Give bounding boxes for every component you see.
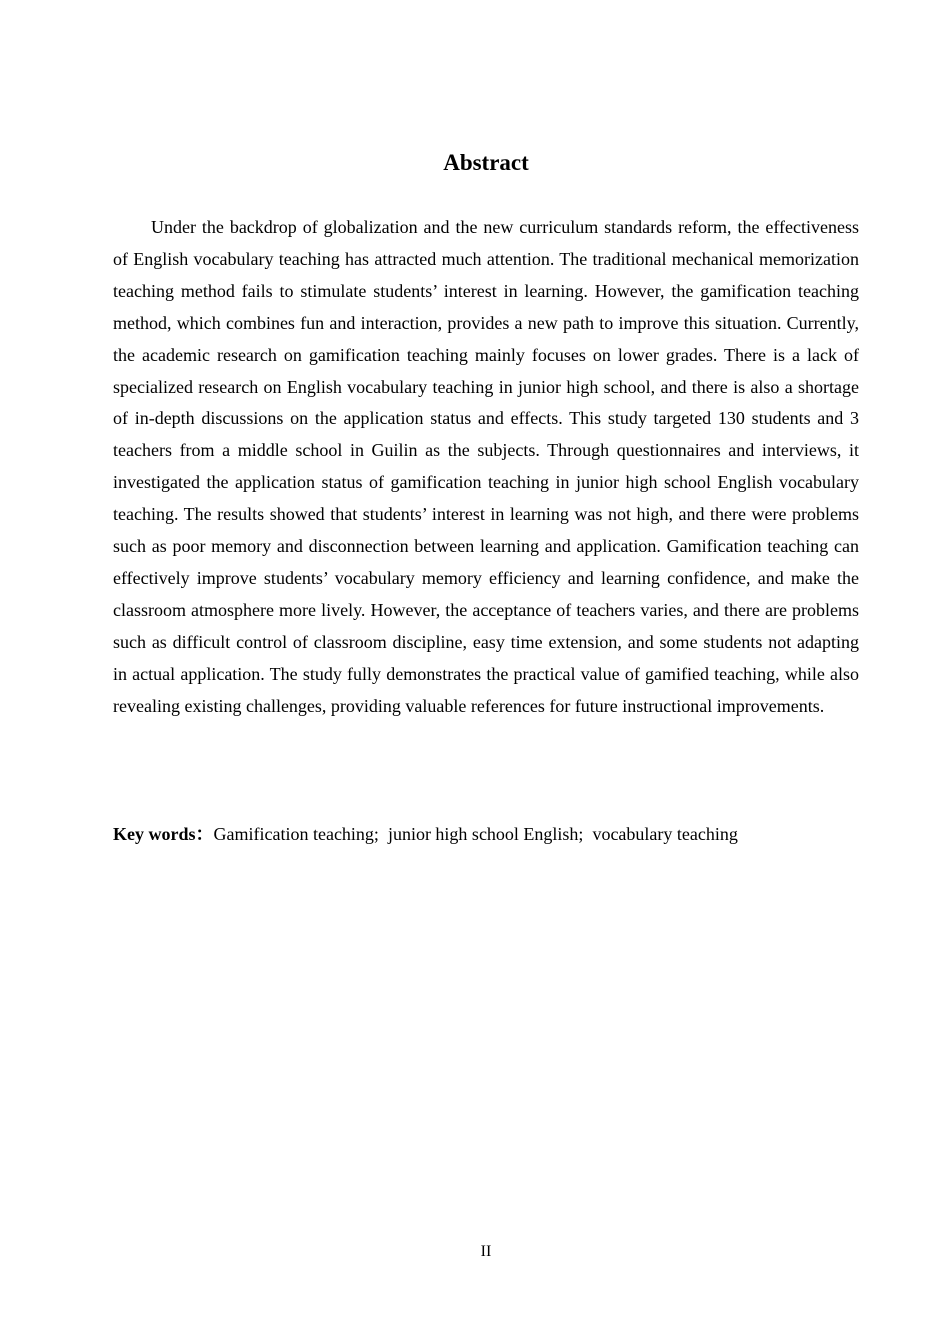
keywords-label: Key words： (113, 824, 214, 844)
abstract-body: Under the backdrop of globalization and the new curriculum standards reform, the effectiveness of English vocabulary teaching has attracted much attention. The traditional mechanical memorization teaching method fails to stimulate students’ interest in learning. However, the gamification teaching method, which combines fun and interaction, provides a new path to improve this situation. Currently, the academic research on gamification teaching mainly focuses on lower grades. There is a lack of specialized research on English vocabulary teaching in junior high school, and there is also a shortage of in-depth discussions on the application status and effects. This study targeted 130 students and 3 teachers from a middle school in Guilin as the subjects. Through questionnaires and interviews, it investigated the application status of gamification teaching in junior high school English vocabulary teaching. The results showed that students’ interest in learning was not high, and there were problems such as poor memory and disconnection between learning and application. Gamification teaching can effectively improve students’ vocabulary memory efficiency and learning confidence, and make the classroom atmosphere more lively. However, the acceptance of teachers varies, and there are problems such as difficult control of classroom discipline, easy time extension, and some students not adapting in actual application. The study fully demonstrates the practical value of gamified teaching, while also revealing existing challenges, providing valuable references for future instructional improvements. (113, 217, 859, 716)
keyword-item: Gamification teaching; (213, 824, 379, 844)
abstract-title: Abstract (443, 150, 529, 175)
page-number: II (480, 1243, 492, 1260)
keywords-line (113, 820, 859, 848)
keyword-item: junior high school English; (387, 824, 584, 844)
keyword-item: vocabulary teaching (592, 824, 738, 844)
